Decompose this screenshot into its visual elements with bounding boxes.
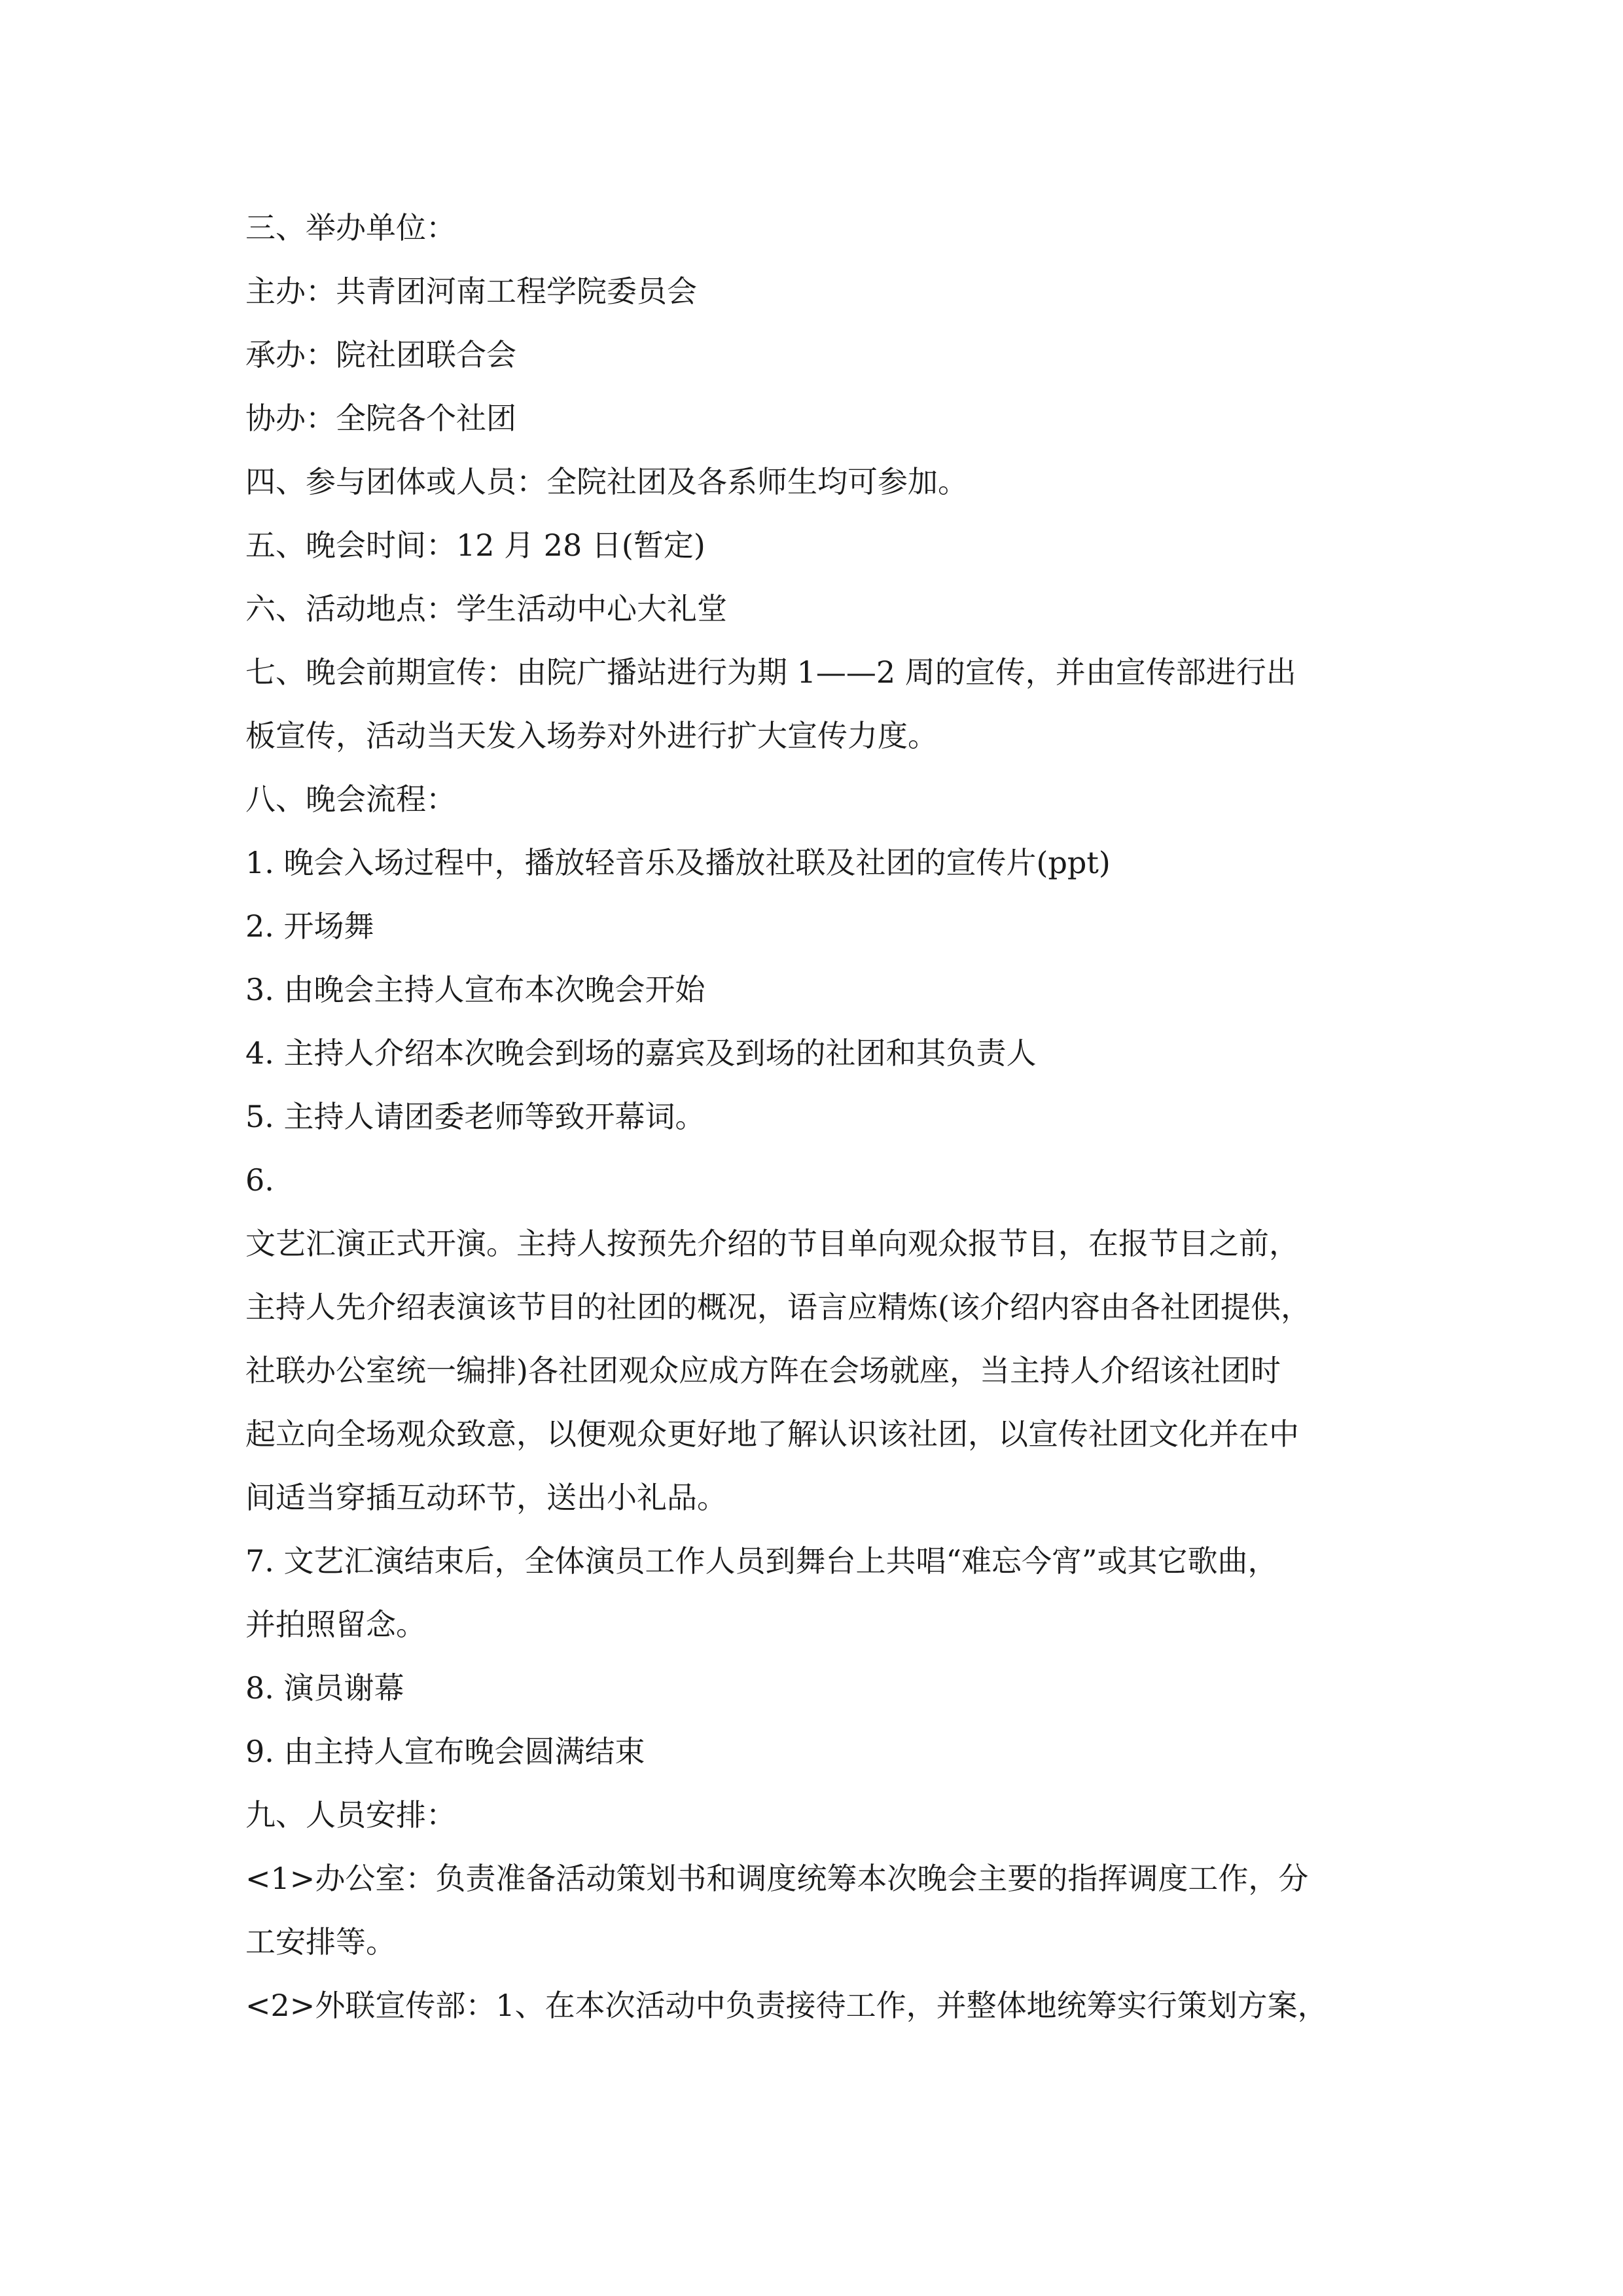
text-line: <1>办公室：负责准备活动策划书和调度统筹本次晚会主要的指挥调度工作，分	[245, 1861, 1309, 1896]
text-line: 7. 文艺汇演结束后，全体演员工作人员到舞台上共唱“难忘今宵”或其它歌曲，	[245, 1543, 1278, 1579]
text-line: 6.	[245, 1162, 274, 1198]
text-line: 起立向全场观众致意，以便观众更好地了解认识该社团，以宣传社团文化并在中	[245, 1416, 1299, 1452]
text-line: 主办：共青团河南工程学院委员会	[245, 274, 697, 309]
text-line: 1. 晚会入场过程中，播放轻音乐及播放社联及社团的宣传片(ppt)	[245, 845, 1111, 880]
text-line: 2. 开场舞	[245, 908, 374, 944]
text-line: 4. 主持人介绍本次晚会到场的嘉宾及到场的社团和其负责人	[245, 1035, 1037, 1071]
text-line: 协办：全院各个社团	[245, 401, 516, 436]
text-line: 9. 由主持人宣布晚会圆满结束	[245, 1734, 645, 1769]
text-line: 六、活动地点：学生活动中心大礼堂	[245, 591, 727, 626]
text-line: 工安排等。	[245, 1924, 396, 1960]
text-line: 主持人先介绍表演该节目的社团的概况，语言应精炼(该介绍内容由各社团提供，	[245, 1289, 1311, 1325]
paragraph-list	[245, 196, 1397, 2037]
text-line: 板宣传，活动当天发入场券对外进行扩大宣传力度。	[245, 718, 938, 753]
text-line: 九、人员安排：	[245, 1797, 456, 1833]
text-line: 四、参与团体或人员：全院社团及各系师生均可参加。	[245, 464, 968, 499]
text-line: 8. 演员谢幕	[245, 1670, 404, 1706]
text-line: 承办：院社团联合会	[245, 337, 516, 372]
document-body	[245, 196, 1397, 2037]
text-line: 五、晚会时间：12 月 28 日(暂定)	[245, 528, 705, 563]
text-line: 3. 由晚会主持人宣布本次晚会开始	[245, 972, 705, 1007]
text-line: 文艺汇演正式开演。主持人按预先介绍的节目单向观众报节目，在报节目之前，	[245, 1226, 1299, 1261]
text-line: 5. 主持人请团委老师等致开幕词。	[245, 1099, 705, 1134]
text-line: 三、举办单位：	[245, 210, 456, 245]
text-line: 社联办公室统一编排)各社团观众应成方阵在会场就座，当主持人介绍该社团时	[245, 1353, 1281, 1388]
text-line: 八、晚会流程：	[245, 781, 456, 817]
text-line: 间适当穿插互动环节，送出小礼品。	[245, 1480, 727, 1515]
text-line: 并拍照留念。	[245, 1607, 426, 1642]
text-line: 七、晚会前期宣传：由院广播站进行为期 1——2 周的宣传，并由宣传部进行出	[245, 655, 1296, 690]
text-line: <2>外联宣传部：1、在本次活动中负责接待工作，并整体地统筹实行策划方案，	[245, 1988, 1328, 2023]
